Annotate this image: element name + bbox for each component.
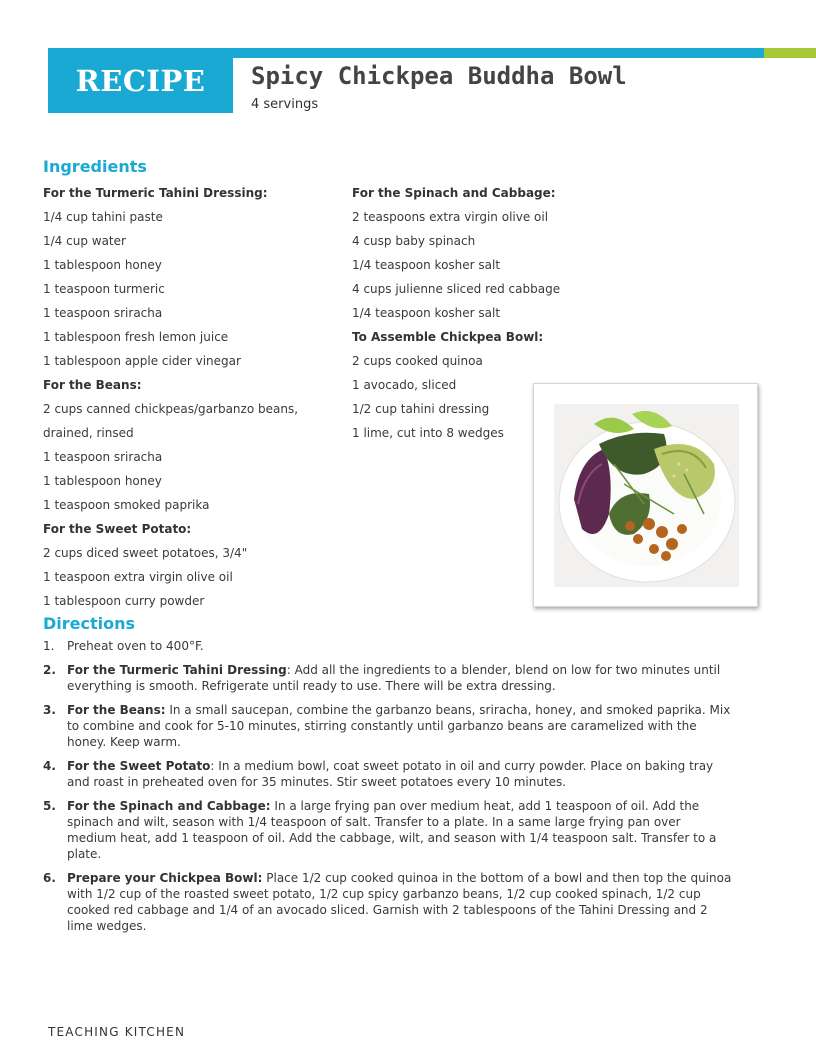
ingredient-item: 1 lime, cut into 8 wedges [352, 426, 504, 440]
ingredients-left-column [43, 185, 343, 617]
ingredient-item: 1/4 teaspoon kosher salt [352, 306, 501, 320]
recipe-title: Spicy Chickpea Buddha Bowl [251, 62, 627, 90]
direction-step [43, 638, 733, 654]
step-text: In a large frying pan over medium heat, add 1 teaspoon of oil. Add the spinach and wilt, season with 1/4 teaspoon of salt. Transfer to a plate. In a same large frying pan over medium heat, add 1 teaspoon of oil. Add the cabbage, wilt, and season with 1/4 teaspoon salt. Transfer to a plate. [67, 799, 717, 861]
ingredient-item: 2 cups diced sweet potatoes, 3/4" [43, 546, 248, 560]
servings-text: 4 servings [251, 97, 319, 112]
ingredient-item: 1 tablespoon honey [43, 258, 162, 272]
ingredient-item: 1 teaspoon extra virgin olive oil [43, 570, 233, 584]
ingredients-heading: Ingredients [43, 157, 147, 176]
ingredient-subheading: To Assemble Chickpea Bowl: [352, 330, 544, 344]
step-number: 3. [43, 703, 56, 717]
direction-step [43, 870, 733, 934]
step-text: In a small saucepan, combine the garbanzo beans, sriracha, honey, and smoked paprika. Mix to combine and cook for 5-10 minutes, stirring constantly until garbanzo beans are caramelized with the honey. Keep warm. [67, 703, 731, 749]
ingredient-item: 1 tablespoon curry powder [43, 594, 205, 608]
ingredient-item: 1 teaspoon smoked paprika [43, 498, 210, 512]
ingredient-item: 2 cups canned chickpeas/garbanzo beans, [43, 402, 299, 416]
ingredient-item: 1 teaspoon turmeric [43, 282, 165, 296]
step-text: Place 1/2 cup cooked quinoa in the bottom of a bowl and then top the quinoa with 1/2 cup of the roasted sweet potato, 1/2 cup spicy garbanzo beans, 1/2 cup cooked spinach, 1/2 cup cooked red cabbage and 1/4 of an avocado sliced. Garnish with 2 tablespoons of the Tahini Dressing and 2 lime wedges. [67, 871, 732, 933]
ingredient-item: 1/2 cup tahini dressing [352, 402, 490, 416]
ingredient-item: 4 cups julienne sliced red cabbage [352, 282, 561, 296]
ingredient-item: 1/4 cup water [43, 234, 126, 248]
ingredient-item: 2 cups cooked quinoa [352, 354, 483, 368]
direction-step [43, 758, 733, 790]
direction-step [43, 662, 733, 694]
step-number: 6. [43, 871, 56, 885]
ingredient-item: 4 cusp baby spinach [352, 234, 476, 248]
step-title: For the Beans: [67, 703, 166, 717]
step-title: Prepare your Chickpea Bowl: [67, 871, 263, 885]
step-title: For the Turmeric Tahini Dressing [67, 663, 287, 677]
ingredient-item: 1 teaspoon sriracha [43, 306, 163, 320]
header-accent-bar-green [764, 48, 816, 58]
recipe-badge [48, 48, 233, 113]
direction-step [43, 702, 733, 750]
buddha-bowl-illustration [554, 404, 739, 587]
ingredient-item: 1/4 cup tahini paste [43, 210, 163, 224]
ingredient-item: 1 tablespoon fresh lemon juice [43, 330, 229, 344]
directions-heading: Directions [43, 614, 136, 633]
step-title: For the Spinach and Cabbage: [67, 799, 271, 813]
ingredient-item: 1 avocado, sliced [352, 378, 457, 392]
step-text: : Add all the ingredients to a blender, blend on low for two minutes until everything is smooth. Refrigerate until ready to use. There will be extra dressing. [67, 663, 721, 693]
recipe-badge-label: RECIPE [75, 63, 206, 98]
direction-step [43, 798, 733, 862]
directions-list [43, 638, 733, 942]
step-number: 5. [43, 799, 56, 813]
ingredient-item: 1 tablespoon honey [43, 474, 162, 488]
header-accent-bar [233, 48, 764, 58]
step-number: 4. [43, 759, 56, 773]
ingredient-item: 1/4 teaspoon kosher salt [352, 258, 501, 272]
ingredient-subheading: For the Turmeric Tahini Dressing: [43, 186, 268, 200]
ingredient-subheading: For the Spinach and Cabbage: [352, 186, 556, 200]
ingredient-item: 2 teaspoons extra virgin olive oil [352, 210, 549, 224]
step-title: For the Sweet Potato [67, 759, 211, 773]
step-number: 2. [43, 663, 56, 677]
ingredient-item: 1 tablespoon apple cider vinegar [43, 354, 241, 368]
ingredient-subheading: For the Sweet Potato: [43, 522, 192, 536]
ingredient-subheading: For the Beans: [43, 378, 142, 392]
step-number: 1. [43, 639, 55, 653]
footer-brand: TEACHING KITCHEN [48, 1025, 186, 1039]
ingredient-item: 1 teaspoon sriracha [43, 450, 163, 464]
step-text: : In a medium bowl, coat sweet potato in oil and curry powder. Place on baking tray and roast in preheated oven for 35 minutes. Stir sweet potatoes every 10 minutes. [67, 759, 714, 789]
ingredient-item: drained, rinsed [43, 426, 134, 440]
bowl-photo [533, 383, 758, 607]
step-text: Preheat oven to 400°F. [67, 639, 204, 653]
